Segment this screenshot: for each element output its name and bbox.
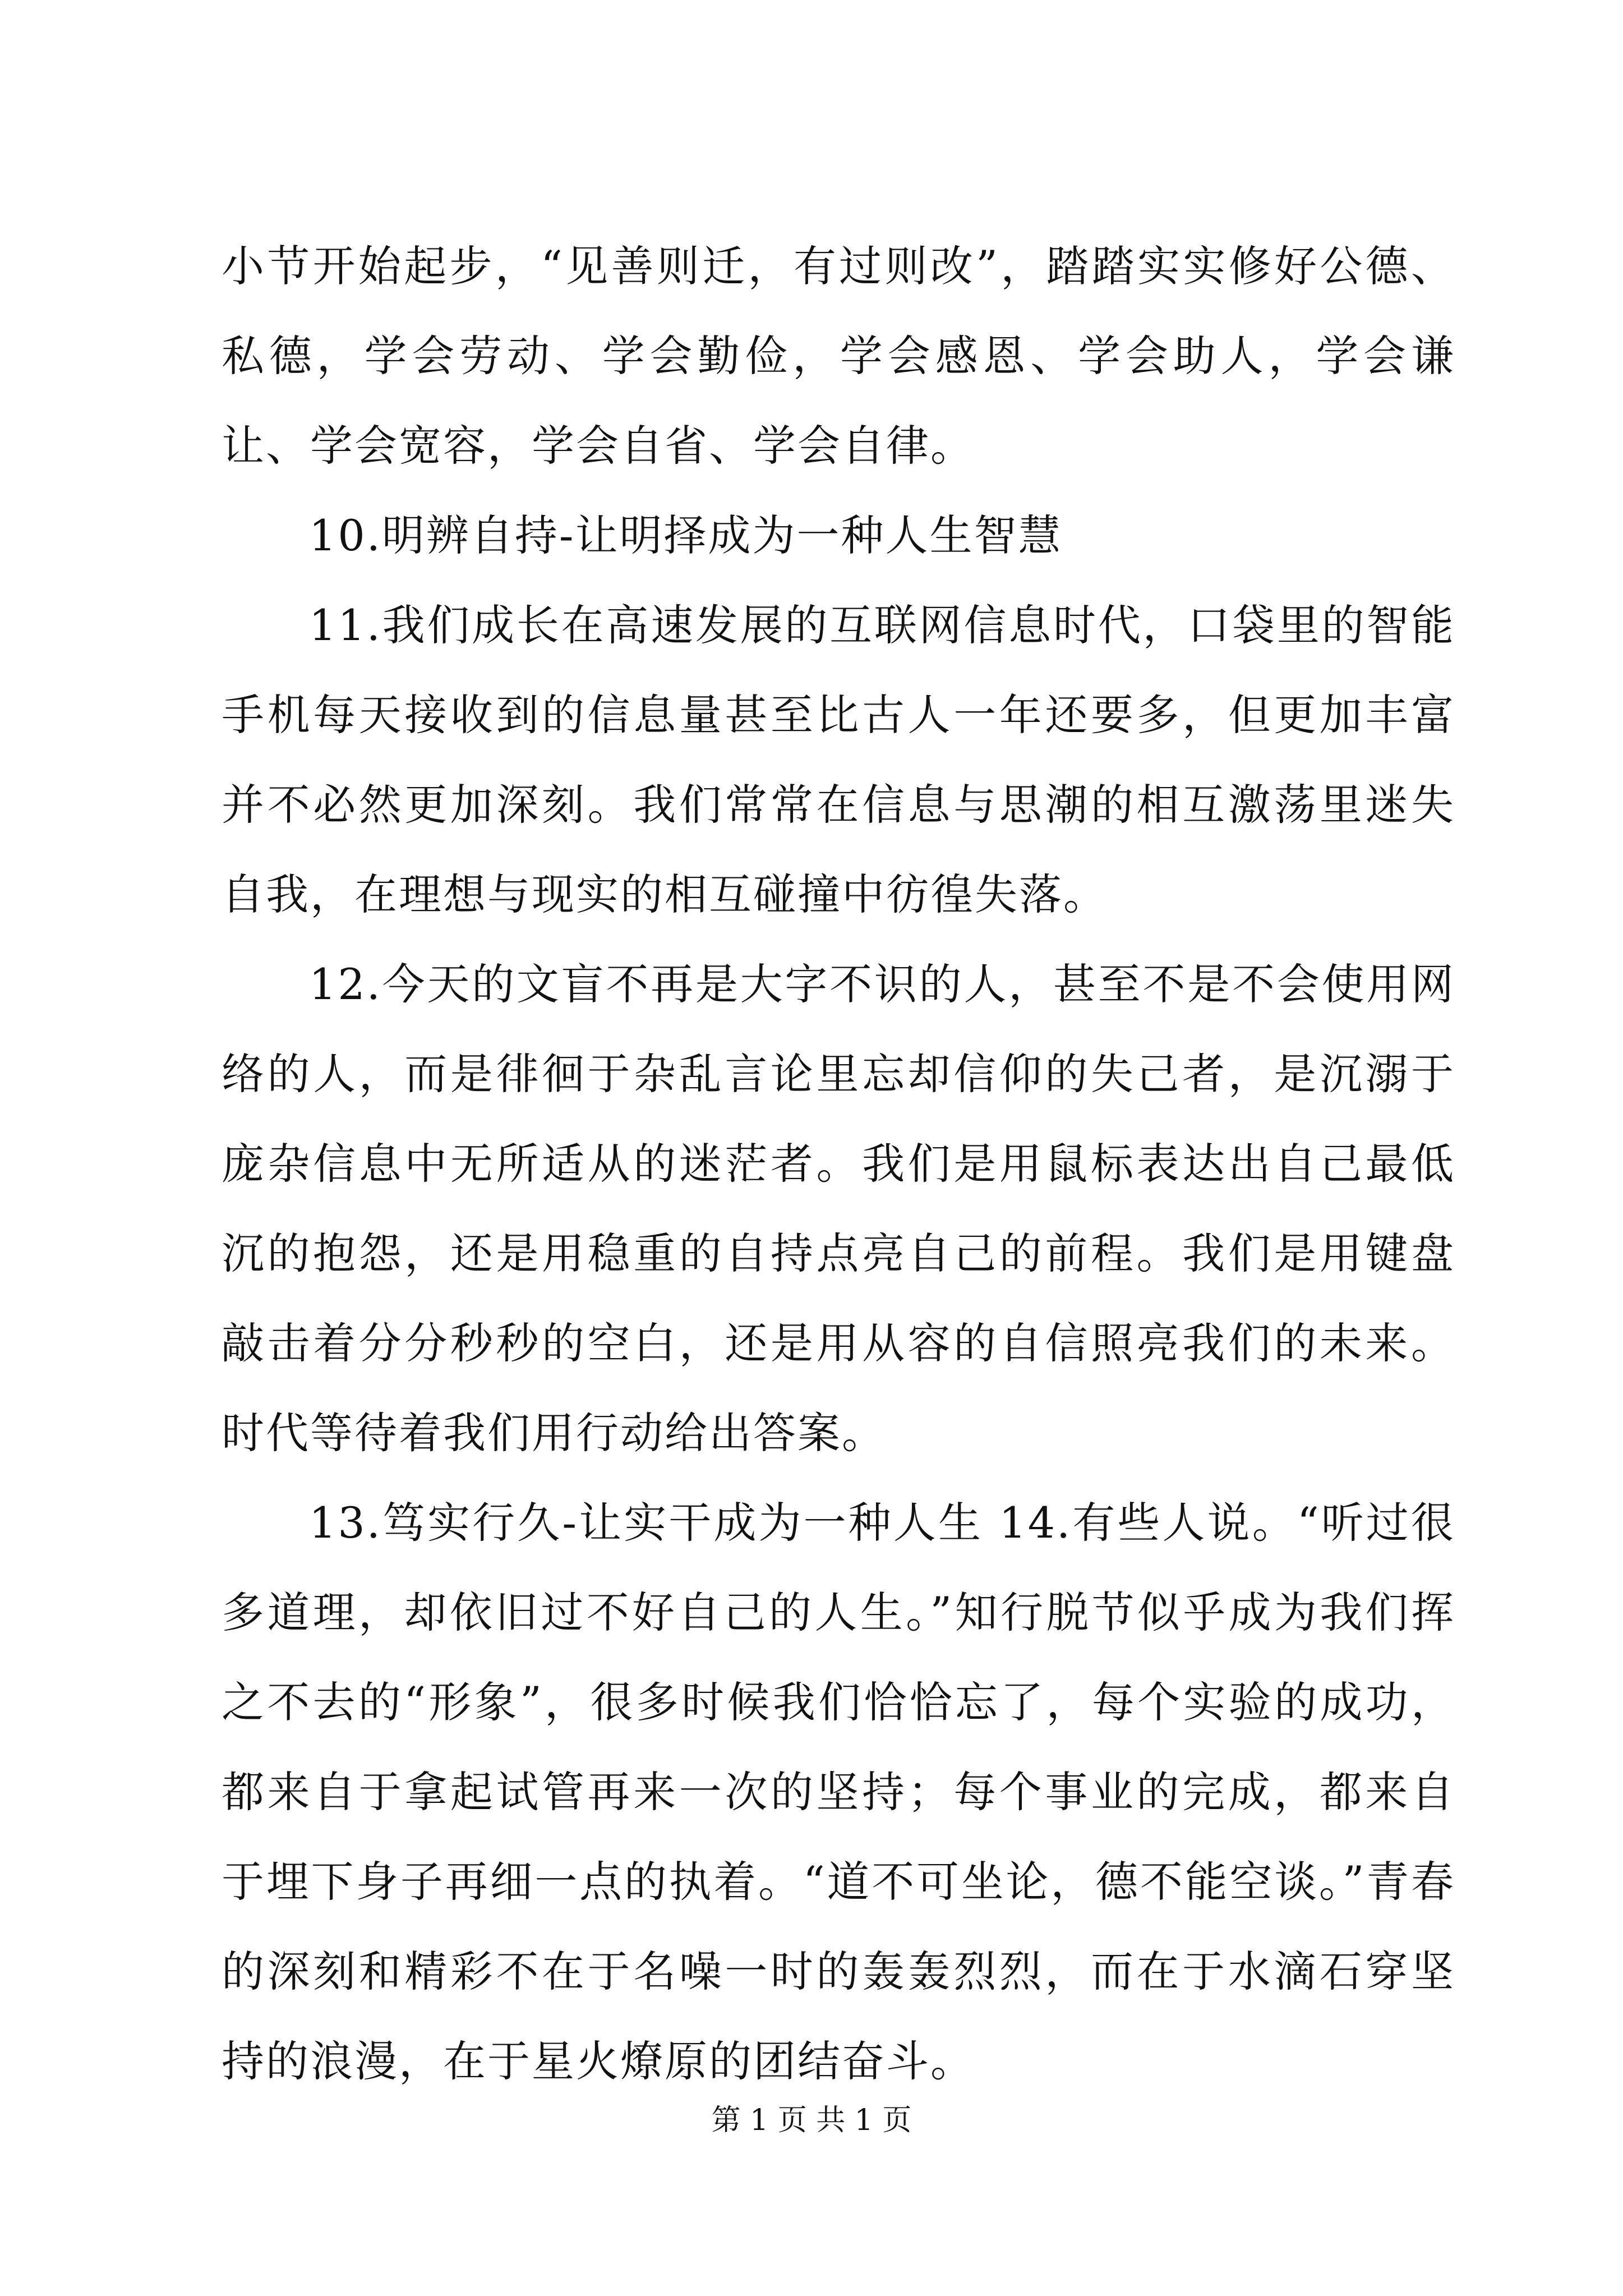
paragraph-13-14: 13.笃实行久-让实干成为一种人生 14.有些人说。“听过很多道理，却依旧过不好自己的人生。”知行脱节似乎成为我们挥之不去的“形象”，很多时候我们恰恰忘了，每个实验的成功，都来自于拿起试管再来一次的坚持；每个事业的完成，都来自于埋下身子再细一点的执着。“道不可坐论，德不能空谈。”青春的深刻和精彩不在于名噪一时的轰轰烈烈，而在于水滴石穿坚持的浪漫，在于星火燎原的团结奋斗。 xyxy=(222,1498,1455,2086)
page-footer: 第 1 页 共 1 页 xyxy=(711,2104,912,2137)
paragraph-12: 12.今天的文盲不再是大字不识的人，甚至不是不会使用网络的人，而是徘徊于杂乱言论里忘却信仰的失己者，是沉溺于庞杂信息中无所适从的迷茫者。我们是用鼠标表达出自己最低沉的抱怨，还是用稳重的自持点亮自己的前程。我们是用键盘敲击着分分秒秒的空白，还是用从容的自信照亮我们的未来。时代等待着我们用行动给出答案。 xyxy=(222,959,1455,1458)
paragraph-heading-10: 10.明辨自持-让明择成为一种人生智慧 xyxy=(309,510,1063,560)
document-body xyxy=(222,222,1455,2106)
paragraph-continuation: 小节开始起步，“见善则迁，有过则改”，踏踏实实修好公德、私德，学会劳动、学会勤俭，学会感恩、学会助人，学会谦让、学会宽容，学会自省、学会自律。 xyxy=(222,241,1455,471)
paragraph-11: 11.我们成长在高速发展的互联网信息时代，口袋里的智能手机每天接收到的信息量甚至比古人一年还要多，但更加丰富并不必然更加深刻。我们常常在信息与思潮的相互激荡里迷失自我，在理想与现实的相互碰撞中彷徨失落。 xyxy=(222,600,1455,919)
